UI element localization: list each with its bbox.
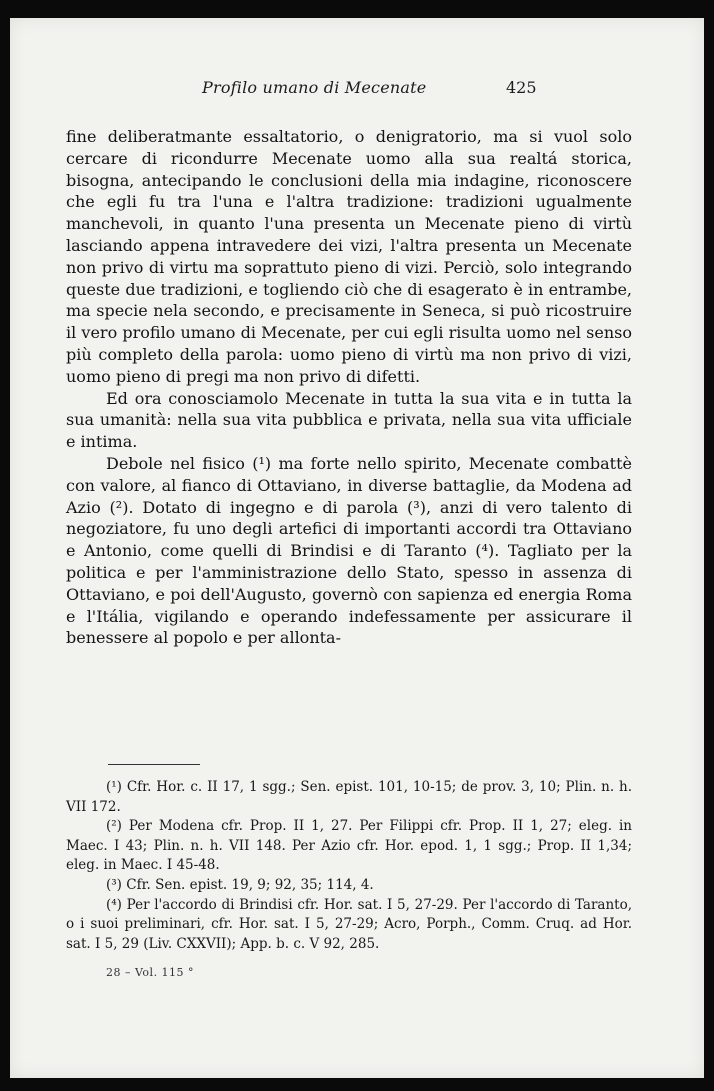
footnote: (¹) Cfr. Hor. c. II 17, 1 sgg.; Sen. epist. 101, 10-15; de prov. 3, 10; Plin. n. h. VII 172. bbox=[66, 779, 632, 815]
page-header bbox=[10, 78, 704, 102]
paragraph: Ed ora conosciamolo Mecenate in tutta la sua vita e in tutta la sua umanità: nella sua vita pubblica e privata, nella sua vita ufficiale e intima. bbox=[66, 388, 632, 452]
footnote: (³) Cfr. Sen. epist. 19, 9; 92, 35; 114, 4. bbox=[106, 876, 374, 893]
running-title: Profilo umano di Mecenate bbox=[202, 78, 427, 97]
paragraph: fine deliberatmante essaltatorio, o denigratorio, ma si vuol solo cercare di ricondurre Mecenate uomo alla sua realtá storica, bisogna, antecipando le conclusioni della mia indagine, riconoscere che egli fu tra l'una e l'altra tradizione: tradizioni ugualmente manchevoli, in quanto l'una presenta un Mecenate pieno di virtù lasciando appena intravedere dei vizi, l'altra presenta un Mecenate non privo di virtu ma soprattuto pieno di vizi. Perciò, solo integrando queste due tradizioni, e togliendo ciò che di esagerato è in entrambe, ma specie nela secondo, e precisamente in Seneca, si può ricostruire il vero profilo umano di Mecenate, per cui egli risulta uomo nel senso più completo della parola: uomo pieno di virtù ma non privo di vizi, uomo pieno di pregi ma non privo di difetti. bbox=[66, 127, 632, 386]
page-number: 425 bbox=[506, 78, 537, 97]
footnote-separator bbox=[108, 764, 200, 765]
main-text bbox=[66, 126, 632, 649]
footnote: (⁴) Per l'accordo di Brindisi cfr. Hor. sat. I 5, 27-29. Per l'accordo di Taranto, o i suoi preliminari, cfr. Hor. sat. I 5, 27-29; Acro, Porph., Comm. Cruq. ad Hor. sat. I 5, 29 (Liv. CXXVII); App. b. c. V 92, 285. bbox=[66, 896, 632, 952]
printer-signature: 28 – Vol. 115 ° bbox=[106, 966, 195, 979]
footnote: (²) Per Modena cfr. Prop. II 1, 27. Per Filippi cfr. Prop. II 1, 27; eleg. in Maec. I 43; Plin. n. h. VII 148. Per Azio cfr. Hor. epod. 1, 1 sgg.; Prop. II 1,34; eleg. in Maec. I 45-48. bbox=[66, 818, 632, 874]
footnotes bbox=[66, 778, 632, 954]
book-page bbox=[10, 18, 704, 1078]
paragraph: Debole nel fisico (¹) ma forte nello spirito, Mecenate combattè con valore, al fianco di Ottaviano, in diverse battaglie, da Modena ad Azio (²). Dotato di ingegno e di parola (³), anzi di vero talento di negoziatore, fu uno degli artefici di importanti accordi tra Ottaviano e Antonio, come quelli di Brindisi e di Taranto (⁴). Tagliato per la politica e per l'amministrazione dello Stato, spesso in assenza di Ottaviano, e poi dell'Augusto, governò con sapienza ed energia Roma e l'Itália, vigilando e operando indefessamente per assicurare il benessere al popolo e per allonta- bbox=[66, 453, 632, 648]
